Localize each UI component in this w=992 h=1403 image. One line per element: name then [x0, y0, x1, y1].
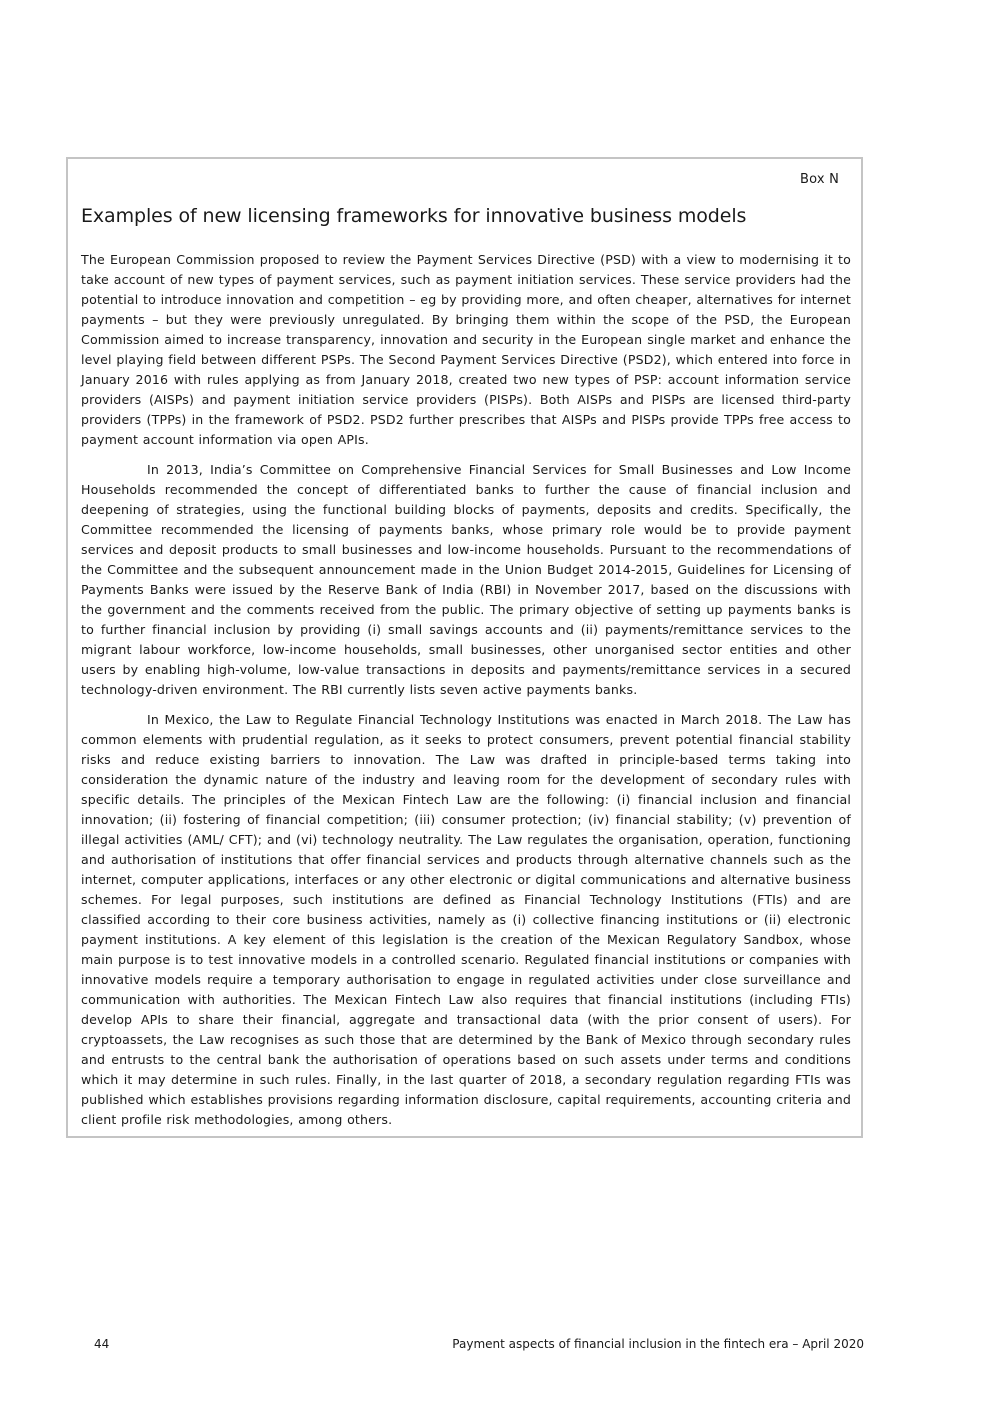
box-body [81, 250, 851, 1140]
paragraph-eu-psd2: The European Commission proposed to review the Payment Services Directive (PSD) with a view to modernising it to take account of new types of payment services, such as payment initiation services. These service providers had the potential to introduce innovation and competition – eg by providing more, and often cheaper, alternatives for internet payments – but they were previously unregulated. By bringing them within the scope of the PSD, the European Commission aimed to increase transparency, innovation and security in the European single market and enhance the level playing field between different PSPs. The Second Payment Services Directive (PSD2), which entered into force in January 2016 with rules applying as from January 2018, created two new types of PSP: account information service providers (AISPs) and payment initiation service providers (PISPs). Both AISPs and PISPs are licensed third-party providers (TPPs) in the framework of PSD2. PSD2 further prescribes that AISPs and PISPs provide TPPs free access to payment account information via open APIs. [81, 252, 851, 447]
paragraph-india-payments-banks: In 2013, India’s Committee on Comprehensive Financial Services for Small Businesses and Low Income Households recommended the concept of differentiated banks to further the cause of financial inclusion and deepening of strategies, using the functional building blocks of payments, deposits and credits. Specifically, the Committee recommended the licensing of payments banks, whose primary role would be to provide payment services and deposit products to small businesses and low-income households. Pursuant to the recommendations of the Committee and the subsequent announcement made in the Union Budget 2014-2015, Guidelines for Licensing of Payments Banks were issued by the Reserve Bank of India (RBI) in November 2017, based on the discussions with the government and the comments received from the public. The primary objective of setting up payments banks is to further financial inclusion by providing (i) small savings accounts and (ii) payments/remittance services to the migrant labour workforce, low-income households, small businesses, other unorganised sector entities and other users by enabling high-volume, low-value transactions in deposits and payments/remittance services in a secured technology-driven environment. The RBI currently lists seven active payments banks. [81, 462, 851, 697]
box-container [66, 157, 863, 1138]
box-label: Box N [799, 172, 839, 187]
paragraph-mexico-fintech-law: In Mexico, the Law to Regulate Financial Technology Institutions was enacted in March 2018. The Law has common elements with prudential regulation, as it seeks to protect consumers, prevent potential financial stability risks and reduce existing barriers to innovation. The Law was drafted in principle-based terms taking into consideration the dynamic nature of the industry and leaving room for the development of secondary rules with specific details. The principles of the Mexican Fintech Law are the following: (i) financial inclusion and financial innovation; (ii) fostering of financial competition; (iii) consumer protection; (iv) financial stability; (v) prevention of illegal activities (AML/ CFT); and (vi) technology neutrality. The Law regulates the organisation, operation, functioning and authorisation of institutions that offer financial services and products through alternative channels such as the internet, computer applications, interfaces or any other electronic or digital communications and alternative business schemes. For legal purposes, such institutions are defined as Financial Technology Institutions (FTIs) and are classified according to their core business activities, namely as (i) collective financing institutions or (ii) electronic payment institutions. A key element of this legislation is the creation of the Mexican Regulatory Sandbox, whose main purpose is to test innovative models in a controlled scenario. Regulated financial institutions or companies with innovative models require a temporary authorisation to engage in regulated activities under close surveillance and communication with authorities. The Mexican Fintech Law also requires that financial institutions (including FTIs) develop APIs to share their financial, aggregate and transactional data (with the prior consent of users). For cryptoassets, the Law recognises as such those that are determined by the Bank of Mexico through secondary rules and entrusts to the central bank the authorisation of operations based on such assets under terms and conditions which it may determine in such rules. Finally, in the last quarter of 2018, a secondary regulation regarding FTIs was published which establishes provisions regarding information disclosure, capital requirements, accounting criteria and client profile risk methodologies, among others. [81, 712, 851, 1127]
box-title: Examples of new licensing frameworks for innovative business models [81, 205, 747, 227]
page-number: 44 [94, 1337, 110, 1351]
footer-publication-title: Payment aspects of financial inclusion in the fintech era – April 2020 [452, 1337, 864, 1351]
